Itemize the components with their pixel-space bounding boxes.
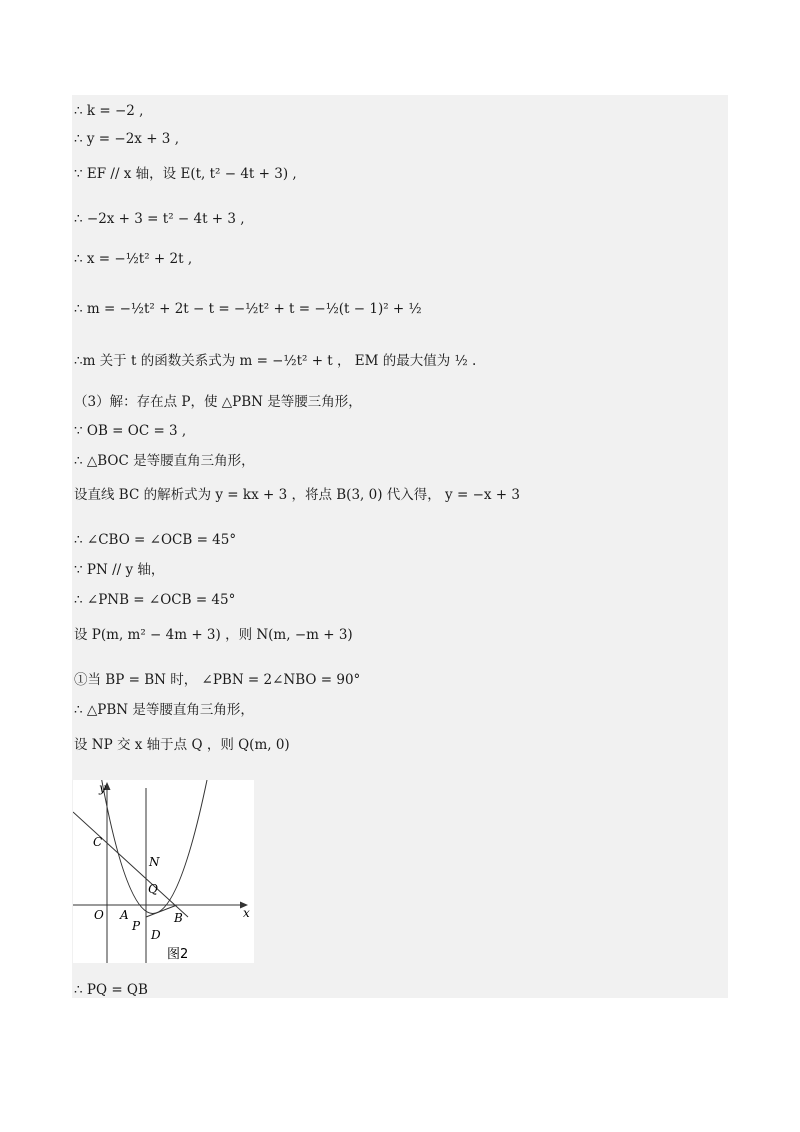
- label-b: B: [174, 911, 183, 925]
- label-d: D: [151, 928, 161, 942]
- solution-line-13: ∵ PN // y 轴，: [74, 562, 165, 578]
- label-x: x: [243, 906, 250, 920]
- label-q: Q: [148, 882, 158, 896]
- solution-line-10: ∴ △BOC 是等腰直角三角形，: [74, 453, 255, 469]
- solution-line-3: ∵ EF // x 轴，设 E(t, t² − 4t + 3) ,: [74, 166, 297, 182]
- label-y: y: [99, 781, 106, 795]
- label-p: P: [132, 919, 141, 933]
- label-n: N: [149, 855, 160, 869]
- solution-line-12: ∴ ∠CBO = ∠OCB = 45°: [74, 532, 237, 548]
- label-o: O: [94, 908, 104, 922]
- solution-line-6: ∴ m = −½t² + 2t − t = −½t² + t = −½(t − 1)² + ½: [74, 301, 422, 317]
- solution-line-19: ∴ PQ = QB: [74, 982, 148, 998]
- figure-2: [73, 780, 254, 963]
- solution-line-1: ∴ k = −2 ,: [74, 103, 144, 119]
- solution-line-5: ∴ x = −½t² + 2t ,: [74, 251, 193, 267]
- segment-pb: [146, 905, 177, 917]
- line-bc: [73, 812, 188, 917]
- solution-line-15: 设 P(m, m² − 4m + 3) ，则 N(m, −m + 3): [74, 627, 353, 643]
- solution-line-11: 设直线 BC 的解析式为 y = kx + 3 ，将点 B(3, 0) 代入得， y = −x + 3: [74, 487, 520, 503]
- solution-line-8: （3）解：存在点 P，使 △PBN 是等腰三角形，: [74, 394, 362, 410]
- solution-line-7: ∴m 关于 t 的函数关系式为 m = −½t² + t ， EM 的最大值为 ½ .: [74, 353, 477, 369]
- solution-line-14: ∴ ∠PNB = ∠OCB = 45°: [74, 592, 236, 608]
- figure-caption: 图2: [167, 947, 189, 962]
- coordinate-diagram: [73, 780, 254, 963]
- solution-line-4: ∴ −2x + 3 = t² − 4t + 3 ,: [74, 211, 245, 227]
- solution-line-17: ∴ △PBN 是等腰直角三角形，: [74, 702, 254, 718]
- solution-line-16: ①当 BP = BN 时， ∠PBN = 2∠NBO = 90°: [74, 672, 361, 688]
- label-c: C: [93, 835, 103, 849]
- solution-line-2: ∴ y = −2x + 3 ,: [74, 131, 179, 147]
- solution-line-9: ∵ OB = OC = 3 ,: [74, 423, 187, 439]
- label-a: A: [120, 908, 129, 922]
- solution-line-18: 设 NP 交 x 轴于点 Q ，则 Q(m, 0): [74, 737, 290, 753]
